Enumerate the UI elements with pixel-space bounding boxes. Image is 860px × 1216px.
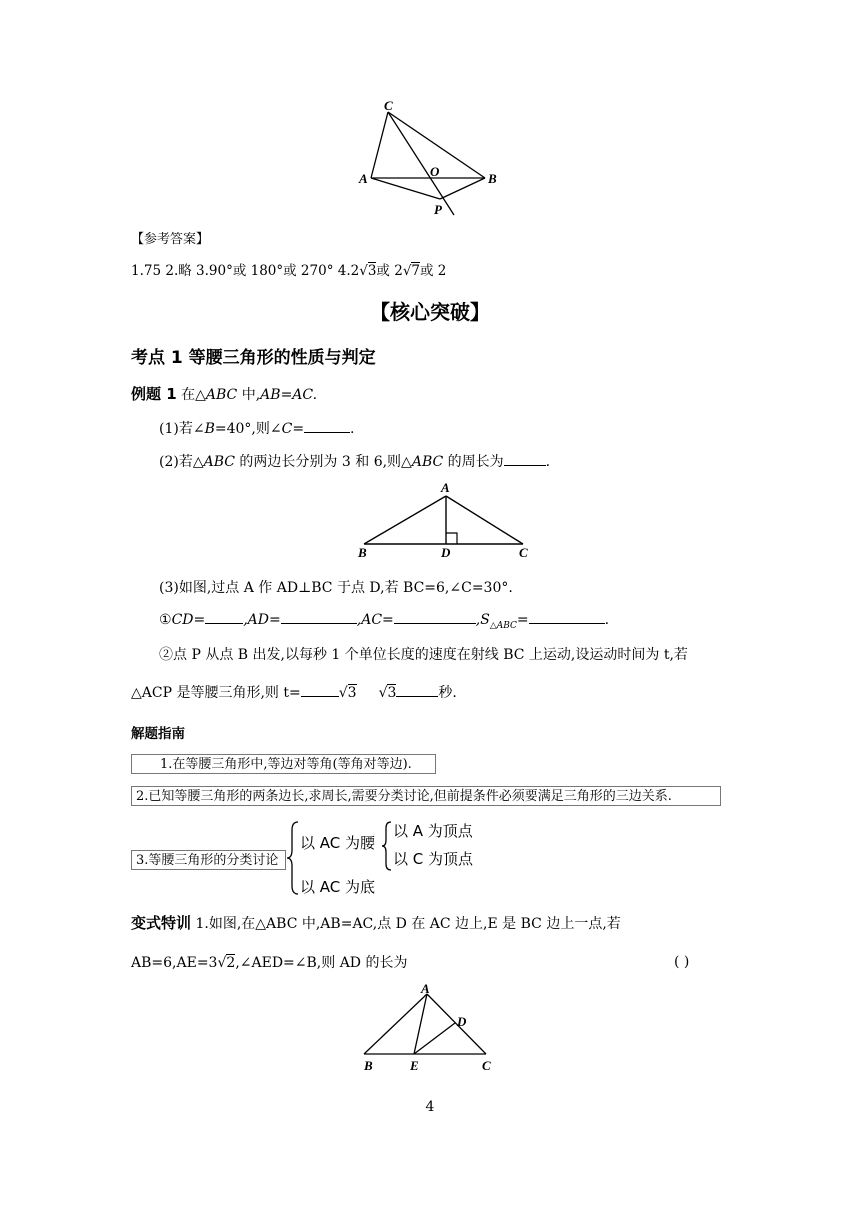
example-intro-cond: AB=AC. (260, 387, 318, 403)
q3a-ac: ,AC (356, 612, 383, 628)
area-blank[interactable] (529, 609, 605, 624)
q2-abc2: ABC (411, 454, 444, 470)
branch-waist: 以 AC 为腰 (300, 834, 376, 852)
q2-post: 的周长为 (443, 454, 504, 470)
example-intro-mid: 中, (237, 387, 261, 403)
q2-end: . (545, 454, 551, 470)
fig1-label-c: C (384, 98, 393, 113)
q1-pre: (1)若∠ (159, 421, 205, 437)
guide-tip-1: 1.在等腰三角形中,等边对等角(等角对等边). (131, 754, 436, 774)
variant-text-2-post: ,∠AED=∠B,则 AD 的长为 (235, 955, 408, 971)
t-blank-2[interactable] (396, 682, 438, 697)
q2-pre: (2)若△ (159, 454, 204, 470)
fig2-label-d: D (441, 545, 451, 560)
q1-blank[interactable] (304, 418, 350, 433)
answers-or2: 或 2 (420, 263, 447, 279)
fig1-label-p: P (434, 202, 442, 217)
figure-quadrilateral-abcp (350, 98, 510, 220)
kaodian-heading: 考点 1 等腰三角形的性质与判定 (131, 348, 376, 368)
fig1-label-o: O (430, 164, 440, 179)
q3a-eq4: = (516, 612, 529, 628)
q3a-end: . (604, 612, 610, 628)
answers-or1: 或 2 (376, 263, 403, 279)
q3b-pre: △ACP 是等腰三角形,则 t= (131, 685, 301, 701)
t-blank-1[interactable] (301, 682, 339, 697)
question-2 (159, 451, 550, 471)
sqrt-3-t2: √3 (378, 685, 397, 701)
sqrt-3-t1: √3 (338, 685, 357, 701)
fig3-label-a: A (421, 982, 430, 996)
page-number: 4 (425, 1099, 435, 1115)
q3a-s: ,S (475, 612, 490, 628)
guide-heading: 解题指南 (131, 726, 185, 742)
guide-tip-3: 3.等腰三角形的分类讨论 (131, 850, 286, 870)
ad-blank[interactable] (281, 609, 357, 624)
guide-tip-2: 2.已知等腰三角形的两条边长,求周长,需要分类讨论,但前提条件必须要满足三角形的三边关系. (131, 786, 721, 806)
branch-vertex-a: 以 A 为顶点 (393, 822, 473, 840)
fig2-label-a: A (441, 480, 450, 495)
example-intro-abc: ABC (205, 387, 238, 403)
fig2-label-b: B (358, 545, 367, 560)
branch-base: 以 AC 为底 (300, 878, 376, 896)
variant-text-2-pre: AB=6,AE=3 (131, 955, 218, 971)
fig1-label-a: A (359, 171, 368, 186)
example-intro (131, 383, 317, 404)
fig1-label-b: B (488, 171, 497, 186)
q1-c: C (281, 421, 293, 437)
fig3-label-c: C (482, 1058, 491, 1073)
q2-blank[interactable] (504, 451, 546, 466)
variant-line-2 (131, 952, 407, 972)
question-3: (3)如图,过点 A 作 AD⊥BC 于点 D,若 BC=6,∠C=30°. (159, 580, 513, 596)
question-3a (159, 609, 609, 631)
answers-heading: 【参考答案】 (131, 232, 210, 247)
q3a-cd: CD (171, 612, 194, 628)
answer-paren[interactable]: ( ) (674, 954, 690, 970)
inner-brace (381, 820, 393, 872)
q1-end: . (350, 421, 355, 437)
q1-b: B (204, 421, 215, 437)
ac-blank[interactable] (394, 609, 476, 624)
question-3b-line1: ②点 P 从点 B 出发,以每秒 1 个单位长度的速度在射线 BC 上运动,设运动时间为 t,若 (159, 647, 688, 663)
sqrt-7: √7 (402, 263, 421, 279)
outer-brace (286, 820, 300, 896)
example-label: 例题 1 (131, 385, 177, 403)
q3a-ad: ,AD (243, 612, 270, 628)
example-intro-pre: 在△ (176, 387, 206, 403)
q3a-eq3: = (382, 612, 394, 628)
cd-blank[interactable] (205, 609, 243, 624)
figure-triangle-abc-altitude (350, 480, 540, 562)
q1-eq: = (292, 421, 305, 437)
fig3-label-b: B (364, 1058, 373, 1073)
q1-mid: =40°,则∠ (214, 421, 282, 437)
variant-text-1: 1.如图,在△ABC 中,AB=AC,点 D 在 AC 边上,E 是 BC 边上一点,若 (191, 916, 621, 932)
answers-line (131, 259, 446, 279)
fig3-label-d: D (457, 1014, 467, 1029)
q3a-eq1: = (193, 612, 206, 628)
variant-line-1 (131, 912, 621, 933)
q3b-end: 秒. (438, 685, 457, 701)
branch-vertex-c: 以 C 为顶点 (393, 850, 474, 868)
q2-abc: ABC (203, 454, 235, 470)
answers-text: 1.75 2.略 3.90°或 180°或 270° 4.2 (131, 263, 360, 279)
q3a-sub: △ABC (489, 620, 517, 631)
q3a-eq2: = (269, 612, 281, 628)
question-3b-line2 (131, 682, 457, 702)
sqrt-3: √3 (359, 263, 377, 279)
question-1 (159, 418, 355, 438)
figure-triangle-abc-de (356, 982, 502, 1074)
sqrt-2: √2 (217, 955, 236, 971)
q3a-num: ① (159, 612, 172, 628)
variant-label: 变式特训 (131, 914, 192, 932)
core-title: 【核心突破】 (370, 300, 490, 324)
fig2-label-c: C (519, 545, 528, 560)
fig3-label-e: E (410, 1058, 419, 1073)
q2-mid: 的两边长分别为 3 和 6,则△ (234, 454, 412, 470)
